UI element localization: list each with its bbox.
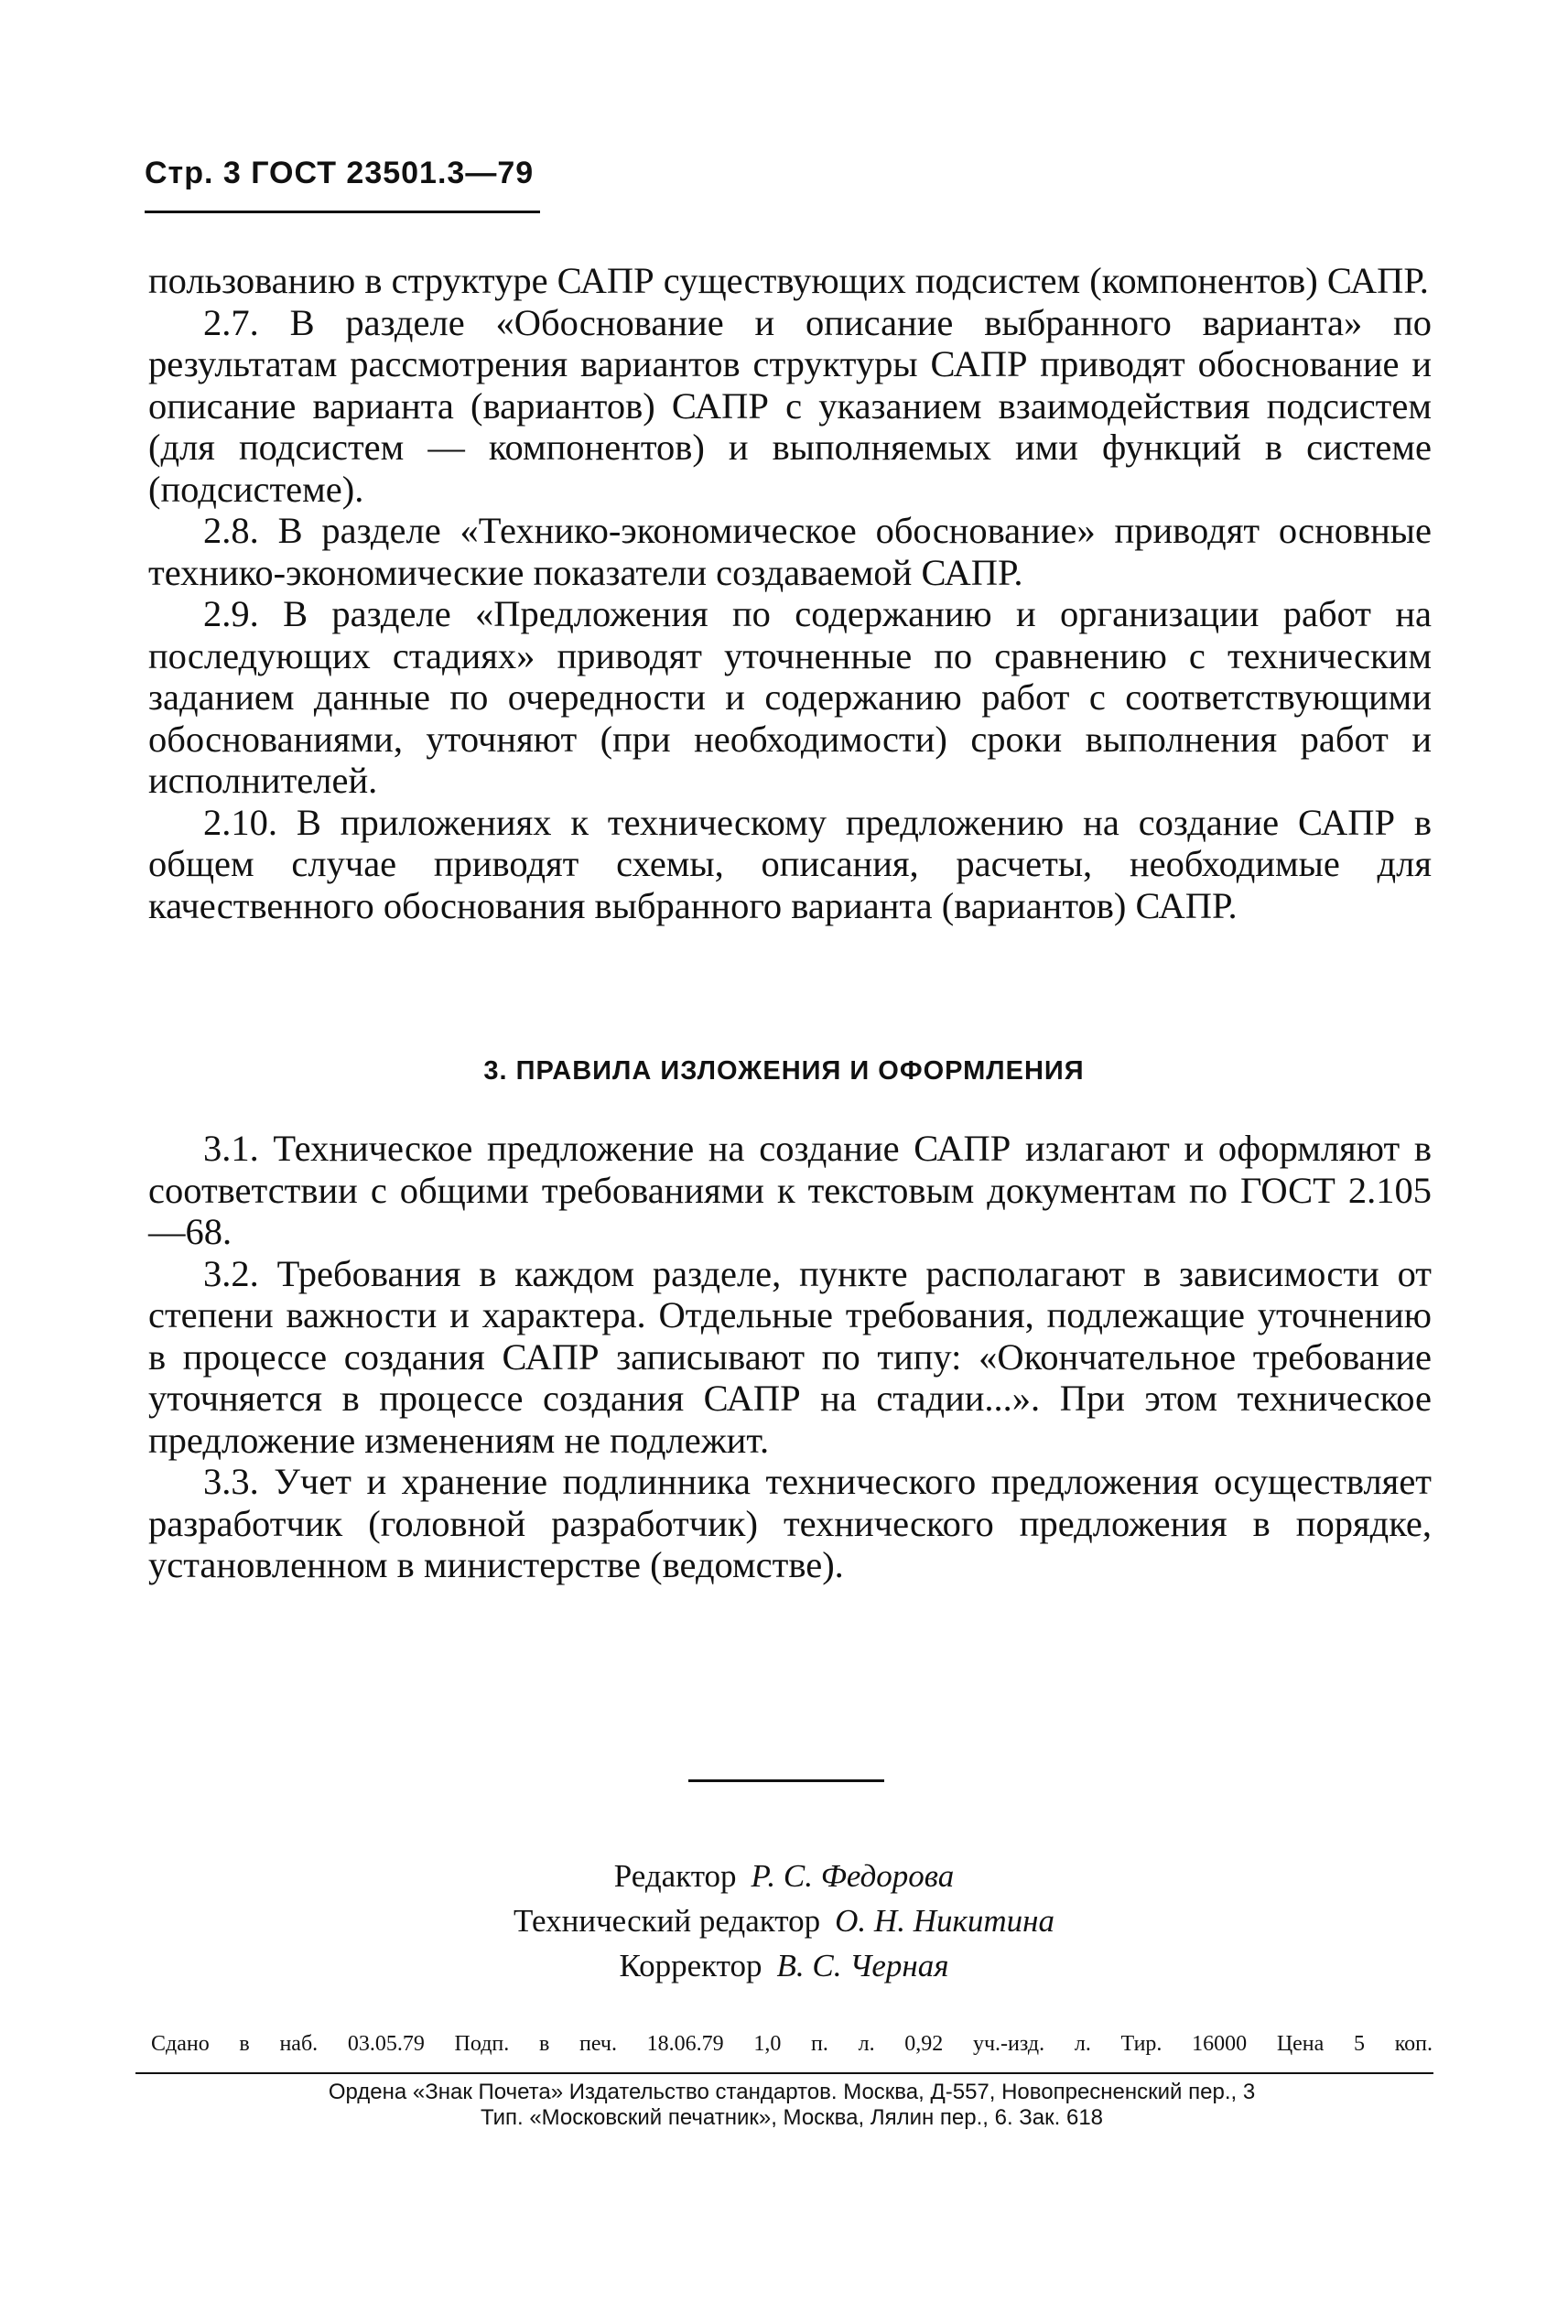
credit-name: В. С. Черная	[776, 1948, 949, 1984]
separator-rule	[688, 1779, 884, 1782]
credit-corrector	[0, 1943, 1568, 1988]
header-rule	[145, 211, 540, 213]
paragraph-2-9: 2.9. В разделе «Предложения по содержанию и организации работ на последующих стадиях» приводят уточненные по сравнению с техническим заданием данные по очередности и содержанию работ с соответствующими обоснованиями, уточняют (при необходимости) сроки выполнения работ и исполнителей.	[148, 593, 1432, 801]
paragraph-3-1: 3.1. Техническое предложение на создание САПР излагают и оформляют в соответствии с общими требованиями к текстовым документам по ГОСТ 2.105—68.	[148, 1128, 1432, 1252]
paragraph-3-2: 3.2. Требования в каждом разделе, пункте располагают в зависимости от степени важности и характера. Отдельные требования, подлежащие уточнению в процессе создания САПР записывают по типу: «Окончательное требование уточняется в процессе создания САПР на стадии...». При этом техническое предложение изменениям не подлежит.	[148, 1252, 1432, 1461]
imprint-print-details: Сдано в наб. 03.05.79 Подп. в печ. 18.06.79 1,0 п. л. 0,92 уч.-изд. л. Тир. 16000 Цена 5 коп.	[151, 2032, 1433, 2056]
credit-editor	[0, 1854, 1568, 1898]
credit-name: Р. С. Федорова	[751, 1858, 955, 1894]
section-3-title: 3. ПРАВИЛА ИЗЛОЖЕНИЯ И ОФОРМЛЕНИЯ	[483, 1056, 1085, 1086]
section-3-body	[148, 1128, 1432, 1586]
credits-block	[0, 1854, 1568, 1988]
imprint-rule	[135, 2072, 1433, 2074]
credit-role: Корректор	[619, 1948, 762, 1984]
paragraph-2-7: 2.7. В разделе «Обоснование и описание выбранного варианта» по результатам рассмотрения вариантов структуры САПР приводят обоснование и описание варианта (вариантов) САПР с указанием взаимодействия подсистем (для подсистем — компонентов) и выполняемых ими функций в системе (подсистеме).	[148, 301, 1432, 510]
paragraph-2-10: 2.10. В приложениях к техническому предложению на создание САПР в общем случае приводят схемы, описания, расчеты, необходимые для качественного обоснования выбранного варианта (вариантов) САПР.	[148, 801, 1432, 926]
credit-name: О. Н. Никитина	[835, 1903, 1054, 1939]
section-2-body	[148, 260, 1432, 926]
credit-role: Редактор	[613, 1858, 737, 1894]
credit-role: Технический редактор	[514, 1903, 821, 1939]
paragraph-continuation: пользованию в структуре САПР существующих подсистем (компонентов) САПР.	[148, 260, 1429, 301]
imprint-publisher-line: Ордена «Знак Почета» Издательство стандартов. Москва, Д-557, Новопресненский пер., 3	[328, 2080, 1256, 2104]
paragraph-2-8: 2.8. В разделе «Технико-экономическое обоснование» приводят основные технико-экономические показатели создаваемой САПР.	[148, 510, 1432, 593]
paragraph-3-3: 3.3. Учет и хранение подлинника технического предложения осуществляет разработчик (головной разработчик) технического предложения в порядке, установленном в министерстве (ведомстве).	[148, 1461, 1432, 1585]
imprint-printer-line: Тип. «Московский печатник», Москва, Лялин пер., 6. Зак. 618	[480, 2105, 1104, 2130]
imprint-publisher	[151, 2080, 1433, 2131]
page-header: Стр. 3 ГОСТ 23501.3—79	[145, 156, 535, 190]
credit-tech-editor	[0, 1898, 1568, 1943]
